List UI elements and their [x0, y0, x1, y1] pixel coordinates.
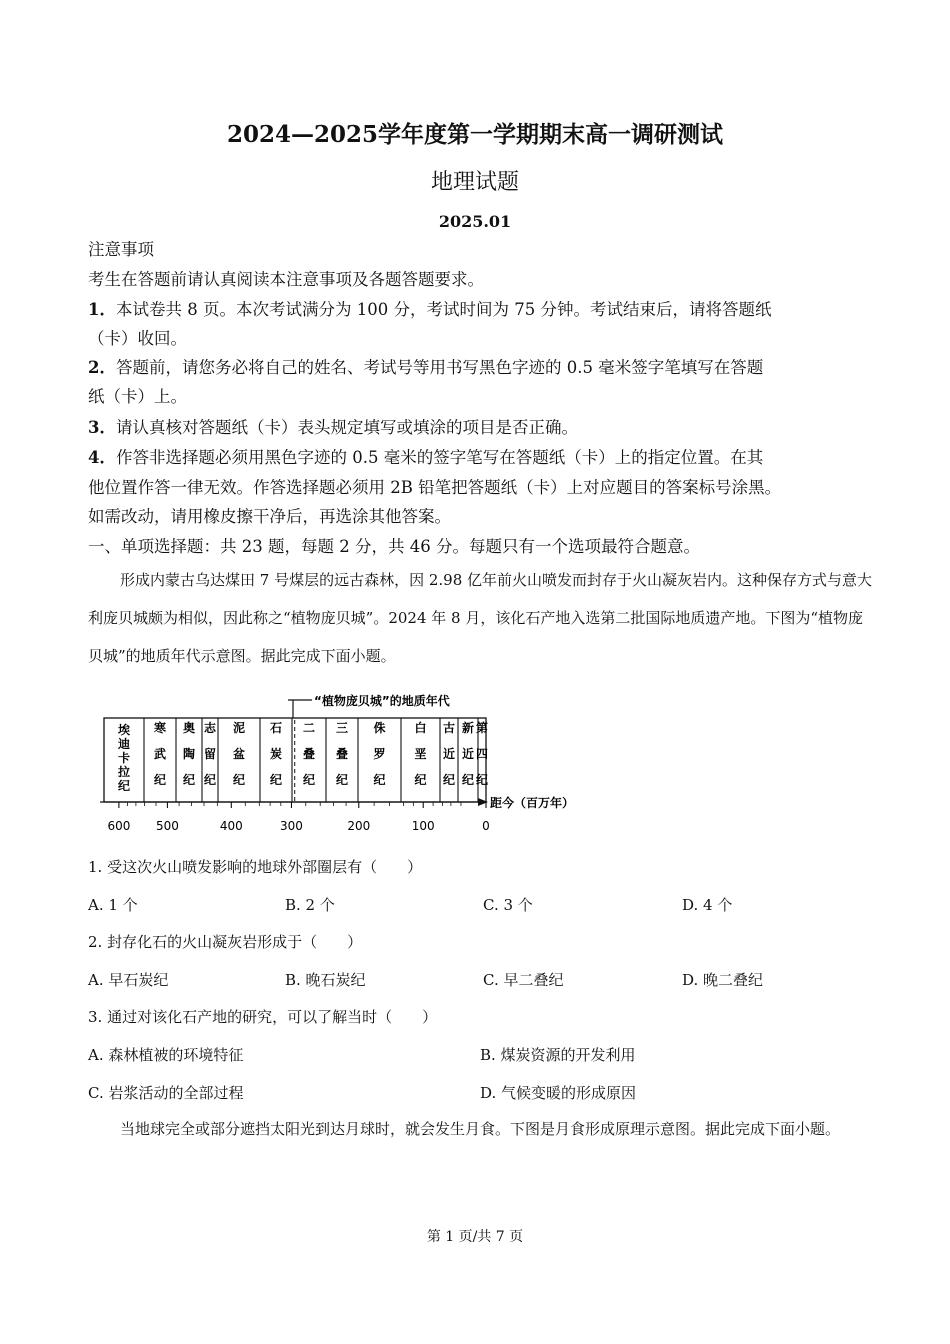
notice-item-3: 3．请认真核对答题纸（卡）表头规定填写或填涂的项目是否正确。: [88, 418, 578, 437]
exam-title: 2024—2025学年度第一学期期末高一调研测试: [226, 121, 724, 148]
svg-text:纪: 纪: [232, 773, 246, 787]
tick-label: 100: [411, 819, 435, 833]
notice-item-1-cont: （卡）收回。: [88, 329, 187, 348]
q1-option-c[interactable]: C. 3 个: [483, 896, 533, 914]
question-3-stem: 3. 通过对该化石产地的研究，可以了解当时（ ）: [88, 1008, 438, 1026]
tick-label: 0: [482, 819, 490, 833]
svg-text:近: 近: [461, 747, 475, 761]
period-label: [414, 720, 426, 787]
svg-text:炭: 炭: [269, 747, 283, 761]
q3-option-c[interactable]: C. 岩浆活动的全部过程: [88, 1084, 244, 1102]
svg-text:纪: 纪: [475, 773, 489, 787]
tick-label: 500: [155, 819, 179, 833]
svg-text:志: 志: [203, 721, 217, 735]
svg-text:石: 石: [269, 721, 283, 735]
q2-option-b[interactable]: B. 晚石炭纪: [285, 971, 366, 989]
notice-item-2: 2．答题前，请您务必将自己的姓名、考试号等用书写黑色字迹的 0.5 毫米签字笔填写在答题: [88, 358, 764, 377]
svg-text:白: 白: [414, 721, 427, 735]
svg-text:三: 三: [335, 721, 349, 735]
period-label: [303, 721, 315, 787]
q1-option-b[interactable]: B. 2 个: [285, 896, 335, 914]
figure-annotation: “植物庞贝城”的地质年代: [314, 694, 450, 708]
svg-text:近: 近: [442, 747, 456, 761]
svg-text:垩: 垩: [414, 747, 427, 761]
q1-option-a[interactable]: A. 1 个: [88, 896, 138, 914]
notice-heading: 注意事项: [88, 240, 154, 259]
period-label: [462, 720, 474, 787]
passage-1: 形成内蒙古乌达煤田 7 号煤层的远古森林，因 2.98 亿年前火山喷发而封存于火山凝灰岩内。这种保存方式与意大利庞贝城颇为相似，因此称之“植物庞贝城”。2024 年 8 月，该化石产地入选第二批国际地质遗产地。下图为“植物庞贝城”的地质年代示意图。据此完成下面小题。: [88, 571, 873, 665]
svg-text:迪: 迪: [117, 737, 131, 751]
q3-option-d[interactable]: D. 气候变暖的形成原因: [480, 1084, 637, 1102]
svg-text:纪: 纪: [153, 773, 167, 787]
notice-item-4-cont1: 他位置作答一律无效。作答选择题必须用 2B 铅笔把答题纸（卡）上对应题目的答案标号涂黑。: [88, 478, 782, 497]
svg-text:侏: 侏: [373, 721, 386, 735]
period-label: [270, 720, 282, 787]
q3-option-a[interactable]: A. 森林植被的环境特征: [88, 1046, 244, 1064]
svg-text:罗: 罗: [373, 747, 386, 761]
notice-item-4: 4．作答非选择题必须用黑色字迹的 0.5 毫米的签字笔写在答题纸（卡）上的指定位置。在其: [88, 448, 764, 467]
period-label: [336, 721, 348, 787]
svg-text:叠: 叠: [335, 747, 349, 761]
svg-text:盆: 盆: [232, 747, 246, 761]
page-footer: 第 1 页/共 7 页: [426, 1229, 524, 1245]
svg-text:纪: 纪: [182, 773, 196, 787]
svg-text:拉: 拉: [117, 765, 131, 779]
geologic-timeline-figure: [88, 690, 608, 840]
notice-item-4-cont2: 如需改动，请用橡皮擦干净后，再选涂其他答案。: [88, 507, 451, 526]
section-heading: 一、单项选择题：共 23 题，每题 2 分，共 46 分。每题只有一个选项最符合题意。: [88, 537, 700, 556]
notice-item-2-cont: 纸（卡）上。: [88, 387, 187, 406]
q2-option-c[interactable]: C. 早二叠纪: [483, 971, 564, 989]
q1-option-d[interactable]: D. 4 个: [682, 896, 733, 914]
axis-label: 距今（百万年）: [490, 796, 575, 810]
q2-option-d[interactable]: D. 晚二叠纪: [682, 971, 764, 989]
tick-label: 300: [280, 819, 303, 833]
svg-text:武: 武: [153, 747, 167, 761]
notice-item-1: 1．本试卷共 8 页。本次考试满分为 100 分，考试时间为 75 分钟。考试结束后，请将答题纸: [88, 300, 772, 319]
period-label: [233, 721, 245, 787]
svg-text:第: 第: [475, 721, 489, 735]
period-label: [117, 722, 131, 793]
subject-title: 地理试题: [430, 170, 519, 195]
q3-option-b[interactable]: B. 煤炭资源的开发利用: [480, 1046, 636, 1064]
svg-text:留: 留: [203, 747, 217, 761]
period-label: [183, 720, 195, 787]
svg-text:新: 新: [461, 721, 475, 735]
notice-intro: 考生在答题前请认真阅读本注意事项及各题答题要求。: [88, 270, 484, 289]
svg-text:纪: 纪: [269, 773, 283, 787]
svg-text:纪: 纪: [373, 773, 386, 787]
svg-text:纪: 纪: [117, 779, 131, 793]
svg-text:奥: 奥: [182, 721, 196, 735]
svg-text:纪: 纪: [414, 773, 427, 787]
svg-text:四: 四: [475, 747, 489, 761]
svg-text:古: 古: [442, 721, 456, 735]
question-1-stem: 1. 受这次火山喷发影响的地球外部圈层有（ ）: [88, 858, 423, 876]
svg-text:纪: 纪: [335, 773, 349, 787]
exam-date: 2025.01: [438, 212, 512, 231]
passage-2: 当地球完全或部分遮挡太阳光到达月球时，就会发生月食。下图是月食形成原理示意图。据此完成下面小题。: [120, 1120, 841, 1138]
question-2-stem: 2. 封存化石的火山凝灰岩形成于（ ）: [88, 933, 363, 951]
period-label: [373, 720, 385, 787]
period-label: [476, 720, 488, 787]
svg-text:陶: 陶: [182, 747, 196, 761]
svg-text:纪: 纪: [302, 773, 316, 787]
tick-label: 600: [107, 819, 131, 833]
svg-text:卡: 卡: [117, 751, 131, 765]
svg-text:二: 二: [302, 721, 316, 735]
svg-text:纪: 纪: [203, 773, 217, 787]
period-label: [154, 720, 166, 787]
svg-text:纪: 纪: [461, 773, 475, 787]
svg-text:纪: 纪: [442, 773, 456, 787]
svg-text:泥: 泥: [232, 721, 246, 735]
q2-option-a[interactable]: A. 早石炭纪: [88, 971, 169, 989]
tick-label: 200: [347, 819, 371, 833]
period-label: [204, 720, 217, 787]
svg-text:埃: 埃: [117, 723, 131, 737]
period-label: [443, 720, 455, 787]
svg-text:寒: 寒: [153, 721, 167, 735]
tick-label: 400: [219, 819, 243, 833]
svg-text:叠: 叠: [302, 747, 316, 761]
